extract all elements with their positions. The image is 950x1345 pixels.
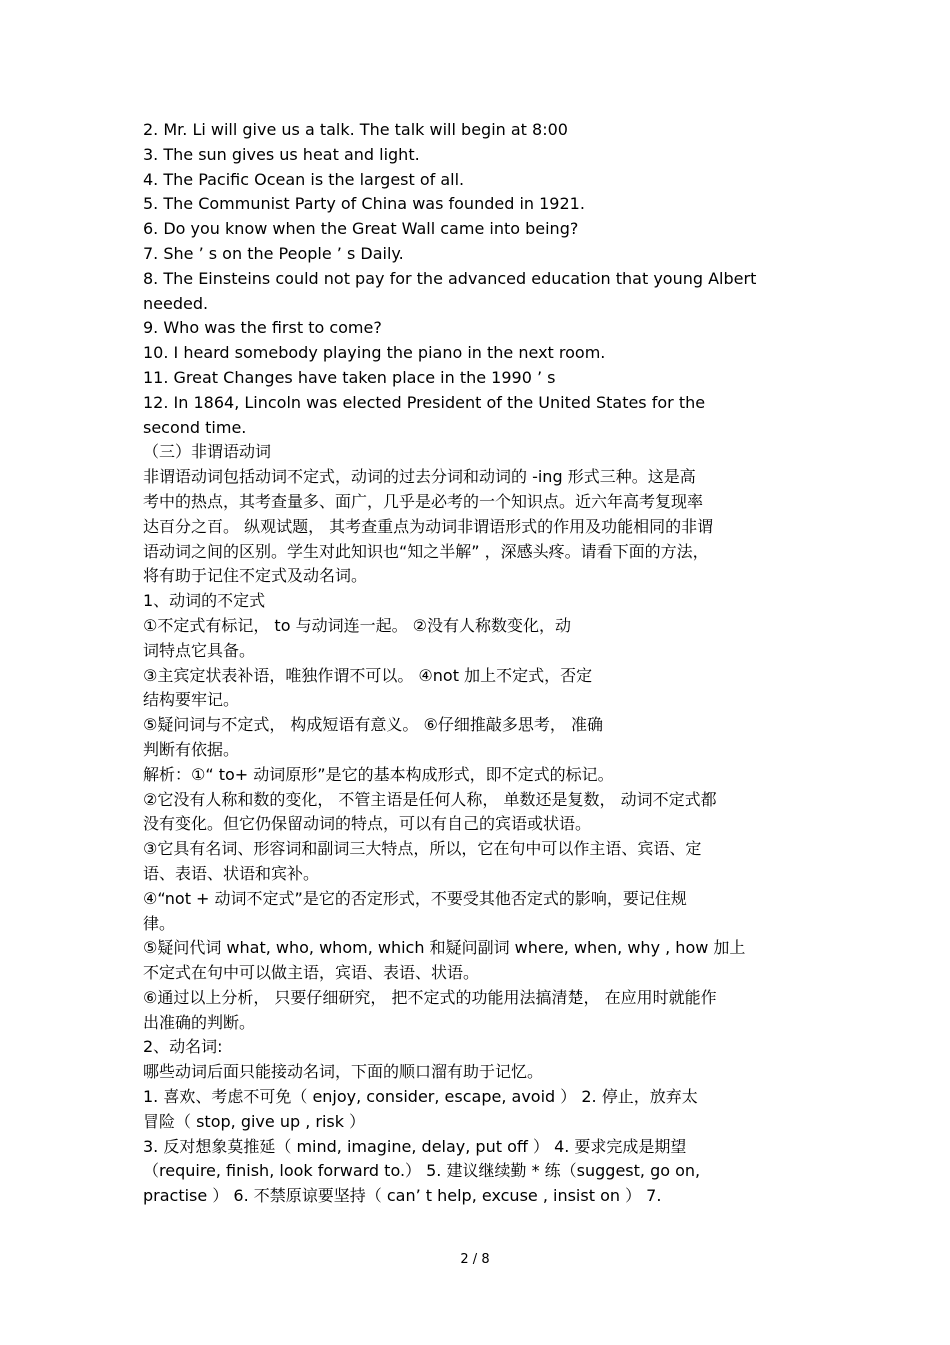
- text-line: 1. 喜欢、考虑不可免（ enjoy, consider, escape, avoid ） 2. 停止，放弃太: [143, 1087, 698, 1107]
- text-line: 3. The sun gives us heat and light.: [143, 144, 420, 164]
- text-line: 解析：①“ to+ 动词原形”是它的基本构成形式，即不定式的标记。: [143, 764, 614, 784]
- text-line: 10. I heard somebody playing the piano in the next room.: [143, 343, 606, 363]
- text-line: 非谓语动词包括动词不定式，动词的过去分词和动词的 -ing 形式三种。这是高: [143, 467, 696, 487]
- text-line: 7. She ’ s on the People ’ s Daily.: [143, 243, 404, 263]
- text-line: 律。: [143, 913, 176, 933]
- text-line: 8. The Einsteins could not pay for the advanced education that young Albert: [143, 268, 757, 288]
- text-line: 出准确的判断。: [143, 1012, 256, 1032]
- text-line: ④“not + 动词不定式”是它的否定形式，不要受其他否定式的影响，要记住规: [143, 888, 687, 908]
- text-line: 4. The Pacific Ocean is the largest of all.: [143, 169, 465, 189]
- page-number: 2 / 8: [460, 1252, 490, 1267]
- text-line: needed.: [143, 293, 209, 313]
- text-line: （三）非谓语动词: [143, 442, 272, 462]
- text-line: second time.: [143, 417, 247, 437]
- text-line: 结构要牢记。: [143, 690, 240, 710]
- text-line: ③它具有名词、形容词和副词三大特点，所以，它在句中可以作主语、宾语、定: [143, 839, 702, 859]
- text-line: practise ） 6. 不禁原谅要坚持（ can’ t help, excuse , insist on ） 7.: [143, 1186, 662, 1206]
- text-line: ⑥通过以上分析， 只要仔细研究， 把不定式的功能用法搞清楚， 在应用时就能作: [143, 987, 717, 1007]
- text-line: 判断有依据。: [143, 739, 240, 759]
- text-line: 3. 反对想象莫推延（ mind, imagine, delay, put off ） 4. 要求完成是期望: [143, 1136, 687, 1156]
- text-line: 没有变化。但它仍保留动词的特点，可以有自己的宾语或状语。: [143, 814, 592, 834]
- document-body: [143, 118, 805, 1209]
- text-line: 达百分之百。 纵观试题， 其考查重点为动词非谓语形式的作用及功能相同的非谓: [143, 516, 714, 536]
- text-line: ⑤疑问词与不定式， 构成短语有意义。 ⑥仔细推敲多思考， 准确: [143, 715, 603, 735]
- text-line: 考中的热点，其考查量多、面广，几乎是必考的一个知识点。近六年高考复现率: [143, 491, 704, 511]
- text-line: 12. In 1864, Lincoln was elected President of the United States for the: [143, 392, 706, 412]
- text-line: 2. Mr. Li will give us a talk. The talk will begin at 8:00: [143, 120, 568, 139]
- text-line: 2、动名词:: [143, 1037, 223, 1057]
- text-line: 6. Do you know when the Great Wall came into being?: [143, 219, 579, 239]
- text-line: ③主宾定状表补语，唯独作谓不可以。 ④not 加上不定式，否定: [143, 665, 593, 685]
- text-line: 语、表语、状语和宾补。: [143, 863, 320, 883]
- text-line: 哪些动词后面只能接动名词，下面的顺口溜有助于记忆。: [143, 1062, 544, 1082]
- text-line: ⑤疑问代词 what, who, whom, which 和疑问副词 where, when, why , how 加上: [143, 938, 746, 958]
- text-line: 不定式在句中可以做主语，宾语、表语、状语。: [143, 963, 480, 983]
- text-line: 5. The Communist Party of China was founded in 1921.: [143, 194, 585, 214]
- text-line: ①不定式有标记， to 与动词连一起。 ②没有人称数变化，动: [143, 615, 572, 635]
- text-line: 冒险（ stop, give up , risk ）: [143, 1111, 366, 1131]
- text-line: 1、动词的不定式: [143, 591, 266, 611]
- text-line: 将有助于记住不定式及动名词。: [143, 566, 368, 586]
- text-line: 9. Who was the first to come?: [143, 318, 382, 338]
- text-line: 词特点它具备。: [143, 640, 256, 660]
- text-line: （require, finish, look forward to.） 5. 建议继续勤 * 练（suggest, go on,: [143, 1161, 701, 1181]
- text-line: 语动词之间的区别。学生对此知识也“知之半解” ，深感头疼。请看下面的方法，: [143, 541, 709, 561]
- text-line: ②它没有人称和数的变化， 不管主语是任何人称， 单数还是复数， 动词不定式都: [143, 789, 717, 809]
- text-line: 11. Great Changes have taken place in the 1990 ’ s: [143, 367, 556, 387]
